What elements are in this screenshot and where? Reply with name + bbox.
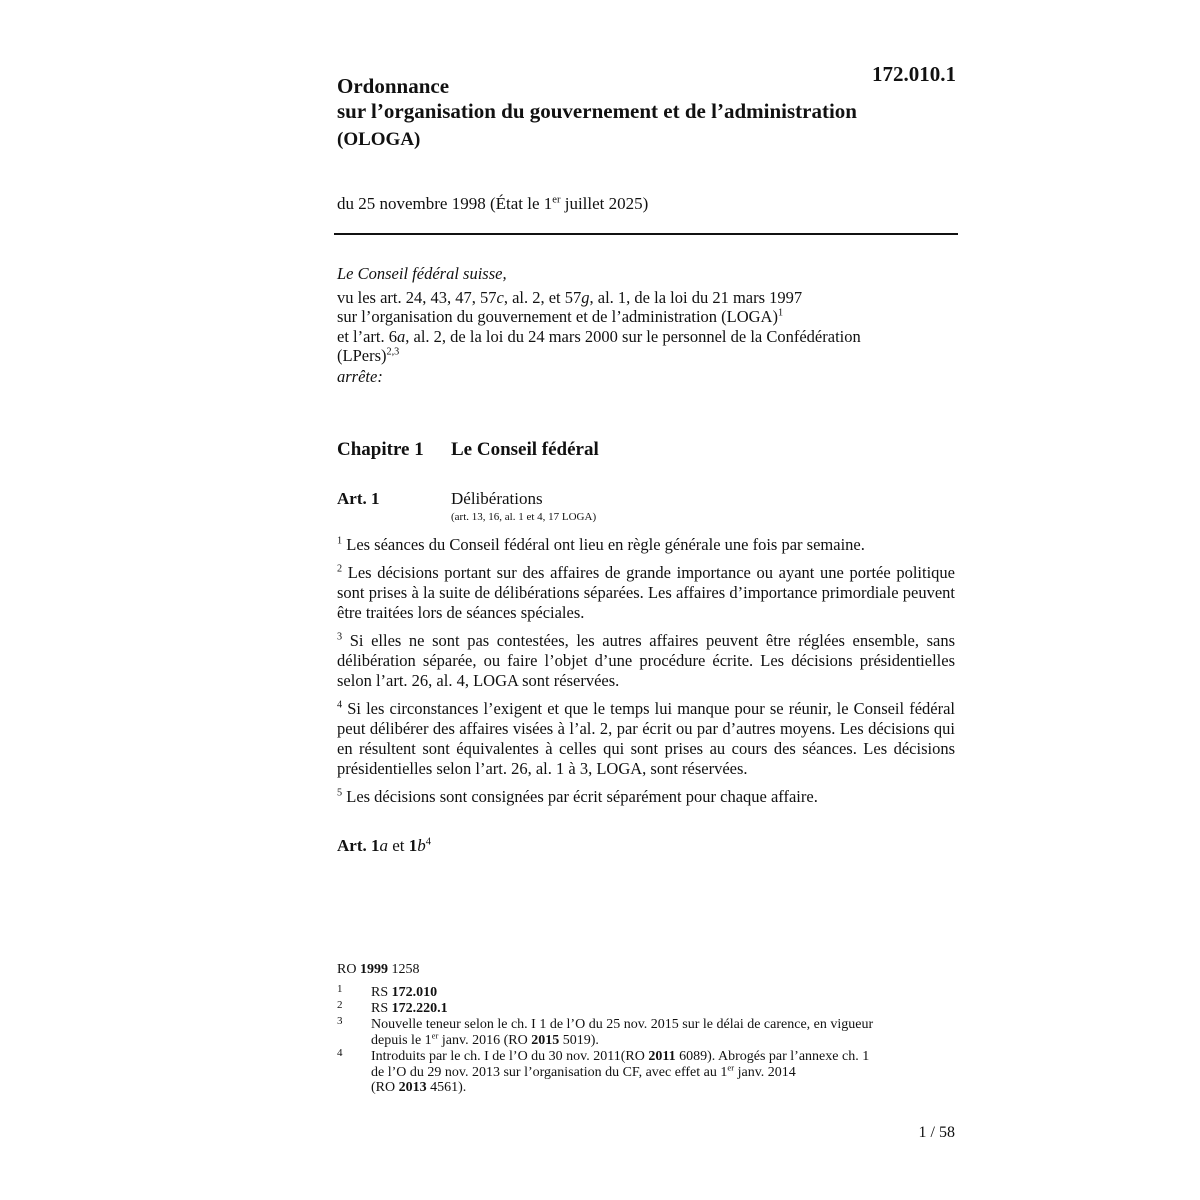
article-1-body [337,535,955,815]
chapter-title: Le Conseil fédéral [451,439,599,460]
footnote-ref-2-3[interactable]: 2,3 [386,346,400,358]
document-title [337,74,857,152]
title-abbreviation: (OLOGA) [337,129,421,150]
official-compilation-ref: RO 1999 1258 [337,962,420,977]
document-number: 172.010.1 [872,62,956,86]
preamble [337,264,957,386]
article-1-paragraph-5: $^5$ Les décisions sont consignées par écrit séparément pour chaque affaire. [337,787,818,806]
preamble-line-1: vu les art. 24, 43, 47, 57c, al. 2, et 57g, al. 1, de la loi du 21 mars 1997 [337,287,803,307]
article-1-paragraph-3: $^3$ Si elles ne sont pas contestées, les autres affaires peuvent être réglées ensemble, sans délibération séparée, ou faire l’objet d’une procédure écrite. Les décisions présidentielles selon l’art. 26, al. 4, LOGA sont réservées. [337,631,955,690]
preamble-line-4: (LPers)$^{2,3}$ [337,346,400,365]
article-1-reference: (art. 13, 16, al. 1 et 4, 17 LOGA) [451,511,597,523]
article-1a-1b-heading: Art. 1a et $1b^4$ [337,836,432,855]
page-number: 1 / 58 [918,1124,955,1141]
preamble-line-3: et l’art. 6a, al. 2, de la loi du 24 mars 2000 sur le personnel de la Confédération [337,326,861,346]
preamble-line-2: sur l’organisation du gouvernement et de l’administration (LOGA)$^1$ [337,307,784,326]
chapter-heading [337,439,599,461]
preamble-authority: Le Conseil fédéral suisse, [337,264,507,283]
article-1-title: Délibérations [451,489,543,508]
chapter-label: Chapitre 1 [337,439,424,460]
article-1-label: Art. 1 [337,489,380,508]
document-date: du 25 novembre 1998 (État le 1er juillet 2025) [337,194,649,213]
article-1-heading [337,489,957,523]
preamble-decree: arrête: [337,366,383,386]
footnote-ref-4[interactable]: 4 [425,836,432,848]
article-1-paragraph-1: $^1$ Les séances du Conseil fédéral ont lieu en règle générale une fois par semaine. [337,535,865,554]
header-divider [334,233,958,235]
title-line-1: Ordonnance [337,74,450,98]
title-line-2: sur l’organisation du gouvernement et de l’administration [337,99,857,123]
article-1-paragraph-4: $^4$ Si les circonstances l’exigent et que le temps lui manque pour se réunir, le Conseil fédéral peut délibérer des affaires visées à l’al. 2, par écrit ou par d’autres moyens. Les décisions qui en résultent sont équivalentes à celles qui sont prises au cours des séances. Les décisions présidentielles selon l’art. 26, al. 1 à 3, LOGA, sont réservées. [337,699,955,778]
article-1-paragraph-2: $^2$ Les décisions portant sur des affaires de grande importance ou ayant une portée politique sont prises à la suite de délibérations séparées. Les affaires d’importance primordiale peuvent être traitées lors de séances spéciales. [337,563,955,622]
footnote-ref-1[interactable]: 1 [777,307,784,319]
